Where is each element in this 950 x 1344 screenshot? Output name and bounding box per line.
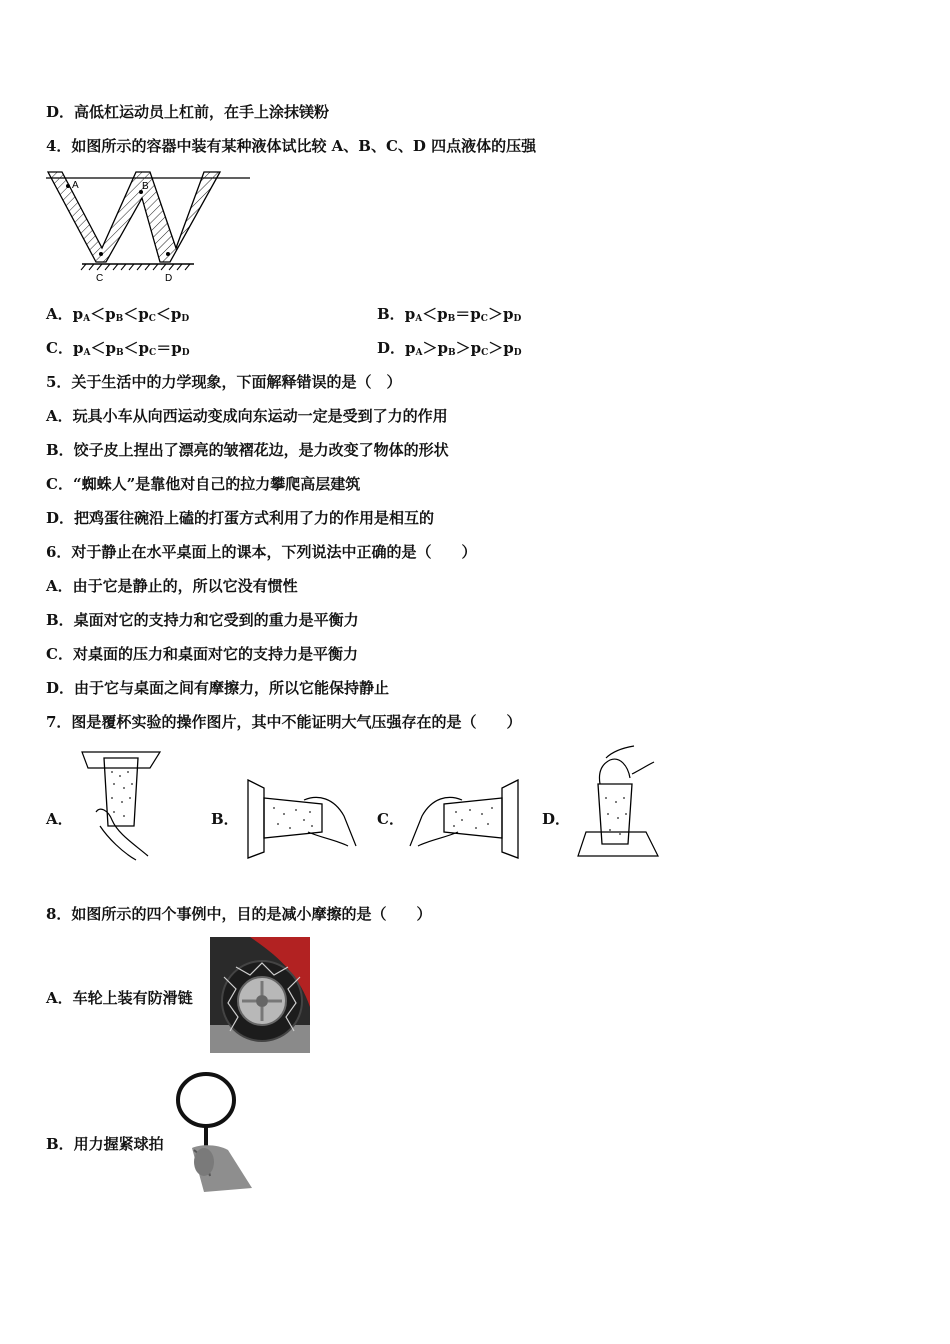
cup-figure-c: [406, 776, 522, 860]
q6-option-c: C．对桌面的压力和桌面对它的支持力是平衡力: [46, 645, 358, 663]
q5-option-d: D．把鸡蛋往碗沿上磕的打蛋方式利用了力的作用是相互的: [46, 509, 435, 527]
tire-chain-photo: [210, 937, 310, 1053]
cup-figure-a: [78, 748, 163, 863]
q4-option-c: C．$p_A<p_B<p_C=p_D$: [46, 339, 190, 358]
q4-option-a: A．$p_A<p_B<p_C<p_D$: [46, 305, 190, 324]
q6-option-d: D．由于它与桌面之间有摩擦力，所以它能保持静止: [46, 679, 390, 697]
fig-label-b: B: [142, 181, 149, 192]
point-d-marker: [166, 252, 170, 256]
q7-label-c: C．: [377, 810, 404, 828]
q7-label-d: D．: [542, 810, 571, 828]
q3-option-d: D．高低杠运动员上杠前，在手上涂抹镁粉: [46, 103, 330, 121]
q7-label-a: A．: [46, 810, 73, 828]
point-c-marker: [99, 252, 103, 256]
racket-photo: [174, 1070, 254, 1192]
cup-figure-d: [576, 744, 660, 860]
q6-option-b: B．桌面对它的支持力和它受到的重力是平衡力: [46, 611, 359, 629]
point-a-marker: [66, 184, 70, 188]
fig-label-a: A: [72, 180, 79, 191]
fig-label-d: D: [165, 273, 173, 284]
q5-stem: 5．关于生活中的力学现象，下面解释错误的是（ ）: [46, 373, 402, 391]
q4-option-d: D．$p_A>p_B>p_C>p_D$: [377, 339, 522, 358]
container-figure: [44, 168, 254, 286]
q5-option-b: B．饺子皮上捏出了漂亮的皱褶花边，是力改变了物体的形状: [46, 441, 449, 459]
q5-option-c: C．“蜘蛛人”是靠他对自己的拉力攀爬高层建筑: [46, 475, 361, 493]
q8-stem: 8．如图所示的四个事例中，目的是减小摩擦的是（ ）: [46, 905, 432, 923]
q7-label-b: B．: [211, 810, 239, 828]
q6-option-a: A．由于它是静止的，所以它没有惯性: [46, 577, 298, 595]
q8-option-b: B．用力握紧球拍: [46, 1135, 164, 1153]
q5-option-a: A．玩具小车从向西运动变成向东运动一定是受到了力的作用: [46, 407, 448, 425]
q4-option-b: B．$p_A<p_B=p_C>p_D$: [377, 305, 522, 324]
q4-stem: 4．如图所示的容器中装有某种液体试比较 A、B、C、D 四点液体的压强: [46, 137, 537, 155]
cup-figure-b: [244, 776, 358, 860]
fig-label-c: C: [96, 273, 104, 284]
q7-stem: 7．图是覆杯实验的操作图片，其中不能证明大气压强存在的是（ ）: [46, 713, 522, 731]
q6-stem: 6．对于静止在水平桌面上的课本，下列说法中正确的是（ ）: [46, 543, 477, 561]
q8-option-a: A．车轮上装有防滑链: [46, 989, 193, 1007]
